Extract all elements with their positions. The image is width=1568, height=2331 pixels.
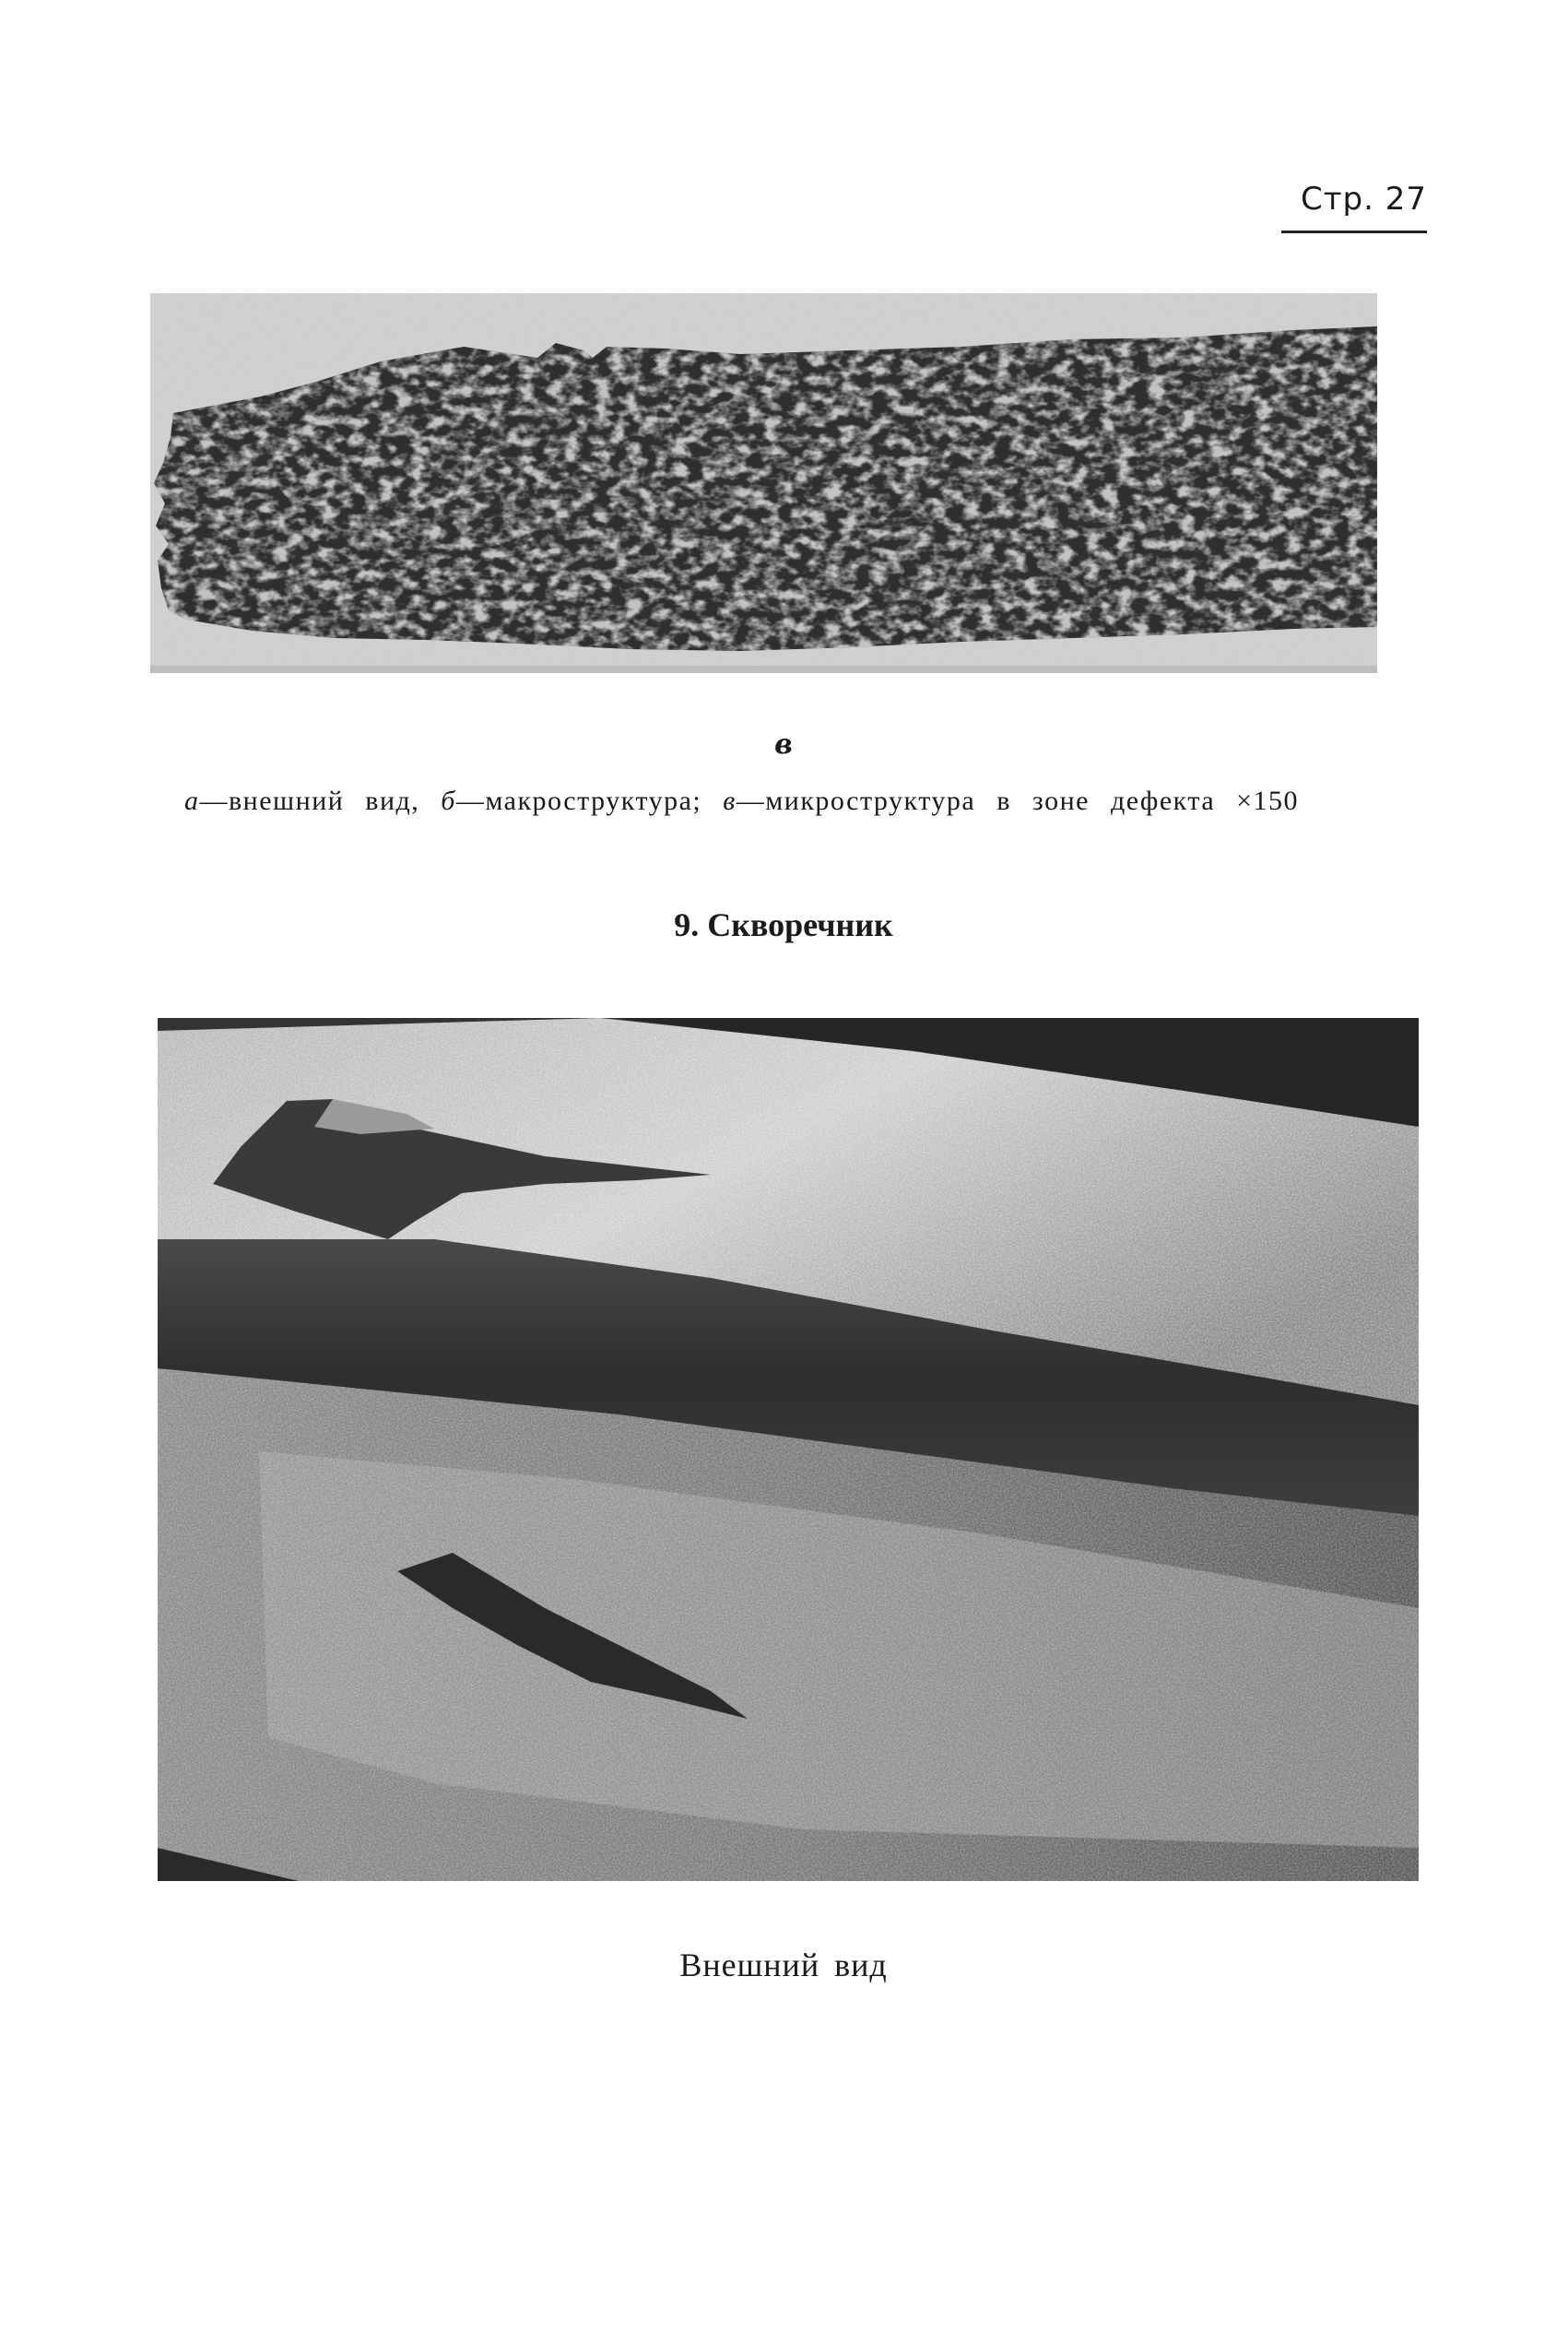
caption-label-a: а xyxy=(184,786,200,816)
figure-caption-panels xyxy=(184,786,1383,832)
microstructure-photo xyxy=(150,293,1377,673)
page-number: Стр. 27 xyxy=(1300,181,1427,218)
section-heading: 9. Скворечник xyxy=(674,906,893,943)
caption-label-c: в xyxy=(723,786,737,816)
panel-letter-v: в xyxy=(774,728,793,761)
page-number-rule xyxy=(1281,231,1427,233)
external-view-photo xyxy=(158,1018,1419,1881)
caption-text-b: —макроструктура; xyxy=(455,786,702,816)
caption-text-c: —микроструктура в зоне дефекта ×150 xyxy=(736,786,1300,816)
caption-text-a: —внешний вид, xyxy=(199,786,420,816)
caption-label-b: б xyxy=(441,786,456,816)
external-view-caption: Внешний вид xyxy=(679,1946,888,1983)
